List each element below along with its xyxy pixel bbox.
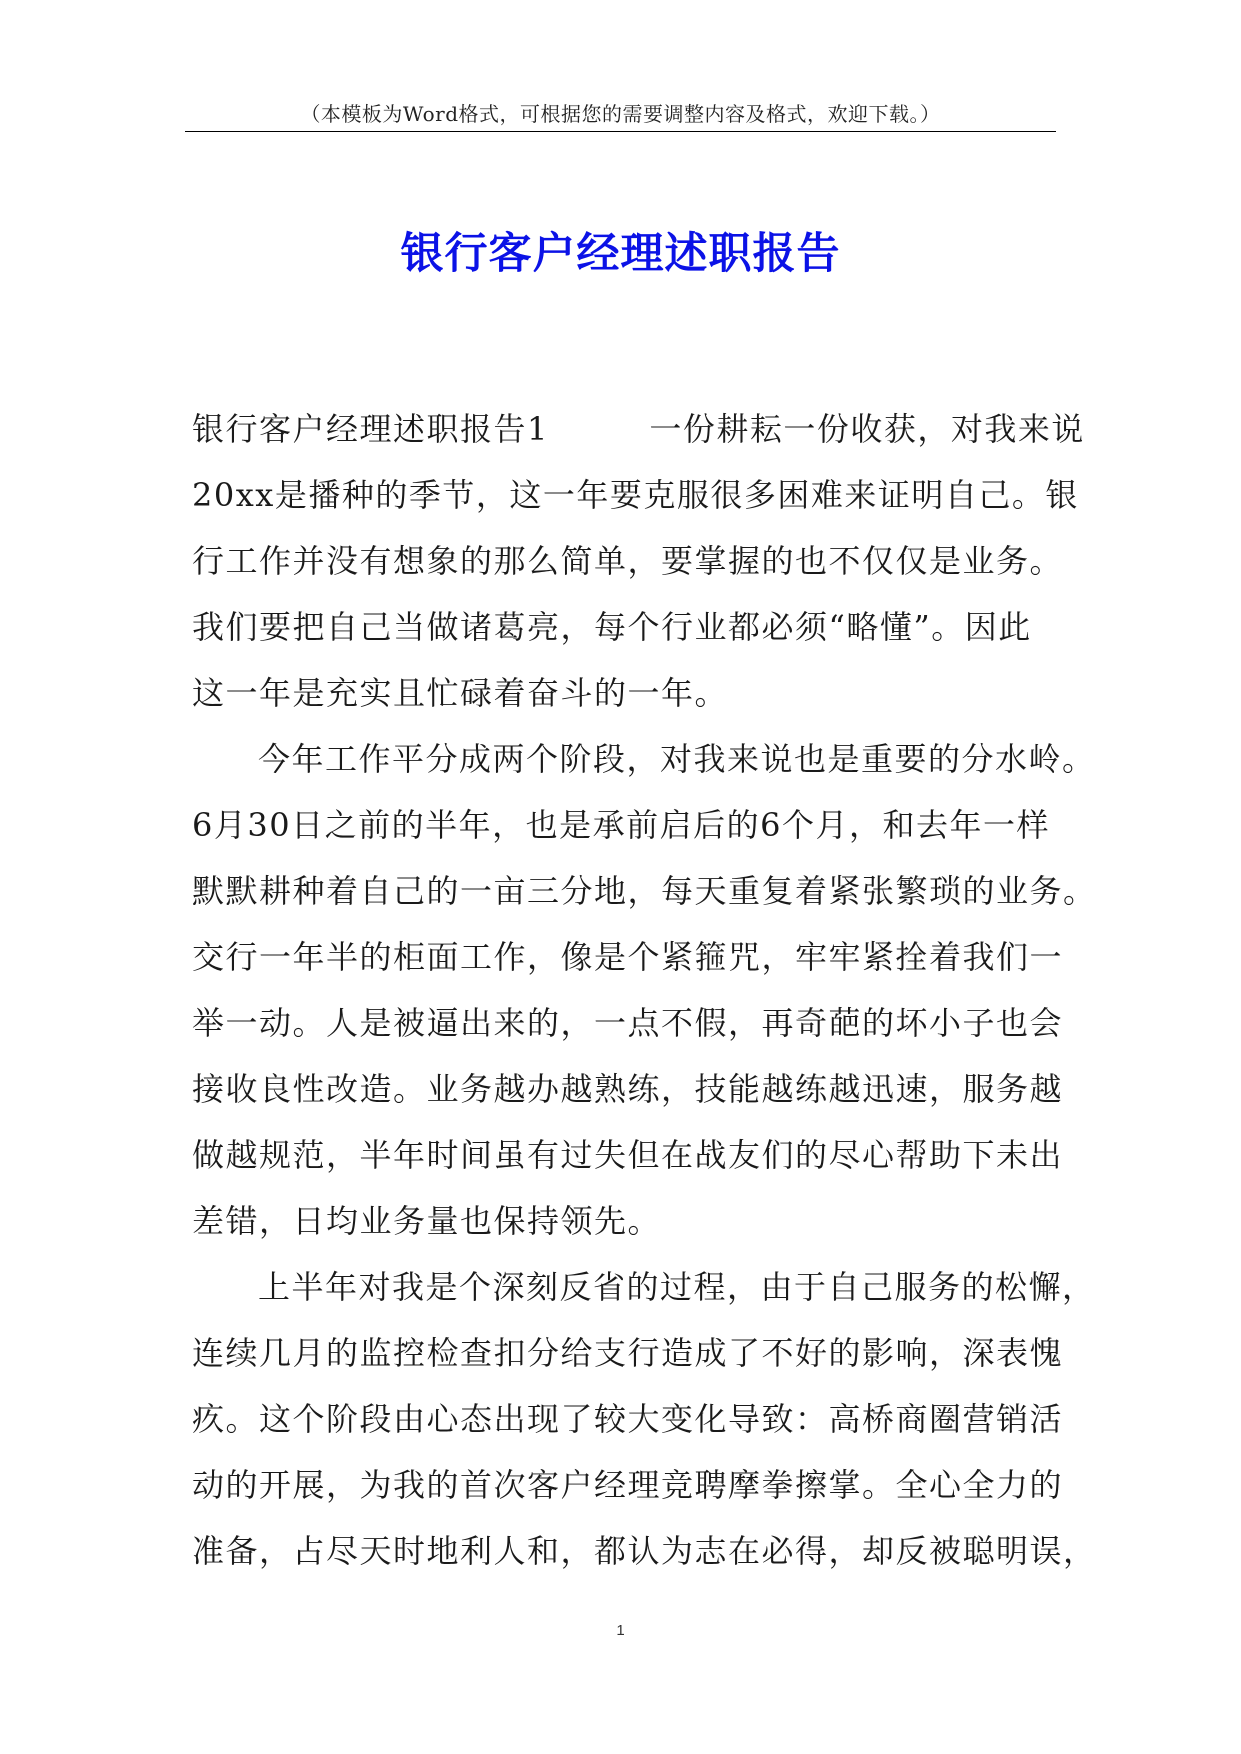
body-line: 接收良性改造。业务越办越熟练，技能越练越迅速，服务越 — [192, 1070, 1064, 1108]
body-line: 交行一年半的柜面工作，像是个紧箍咒，牢牢紧拴着我们一 — [192, 938, 1064, 976]
body-line: 银行客户经理述职报告1 一份耕耘一份收获，对我来说 — [192, 410, 1085, 448]
body-line: 上半年对我是个深刻反省的过程，由于自己服务的松懈， — [258, 1268, 1096, 1306]
body-line: 我们要把自己当做诸葛亮，每个行业都必须“略懂”。因此 — [192, 608, 1032, 646]
page-number: 1 — [616, 1622, 625, 1639]
document-title: 银行客户经理述职报告 — [400, 229, 841, 279]
body-line: 20xx是播种的季节，这一年要克服很多困难来证明自己。银 — [192, 476, 1079, 514]
body-line: 6月30日之前的半年，也是承前启后的6个月，和去年一样 — [192, 806, 1050, 844]
body-line: 准备，占尽天时地利人和，都认为志在必得，却反被聪明误， — [192, 1532, 1097, 1570]
body-line: 举一动。人是被逼出来的，一点不假，再奇葩的坏小子也会 — [192, 1004, 1064, 1042]
body-line: 行工作并没有想象的那么简单，要掌握的也不仅仅是业务。 — [192, 542, 1064, 580]
body-line: 差错，日均业务量也保持领先。 — [192, 1202, 662, 1240]
body-line: 这一年是充实且忙碌着奋斗的一年。 — [192, 674, 729, 712]
header-note: （本模板为Word格式，可根据您的需要调整内容及格式，欢迎下载。） — [300, 102, 941, 126]
body-line: 动的开展，为我的首次客户经理竞聘摩拳擦掌。全心全力的 — [192, 1466, 1064, 1504]
body-line: 连续几月的监控检查扣分给支行造成了不好的影响，深表愧 — [192, 1334, 1064, 1372]
header-divider — [185, 131, 1056, 132]
body-line: 今年工作平分成两个阶段，对我来说也是重要的分水岭。 — [258, 740, 1096, 778]
body-line: 疚。这个阶段由心态出现了较大变化导致：高桥商圈营销活 — [192, 1400, 1064, 1438]
body-line: 默默耕种着自己的一亩三分地，每天重复着紧张繁琐的业务。 — [192, 872, 1097, 910]
body-line: 做越规范，半年时间虽有过失但在战友们的尽心帮助下未出 — [192, 1136, 1064, 1174]
document-body — [192, 396, 1097, 1584]
